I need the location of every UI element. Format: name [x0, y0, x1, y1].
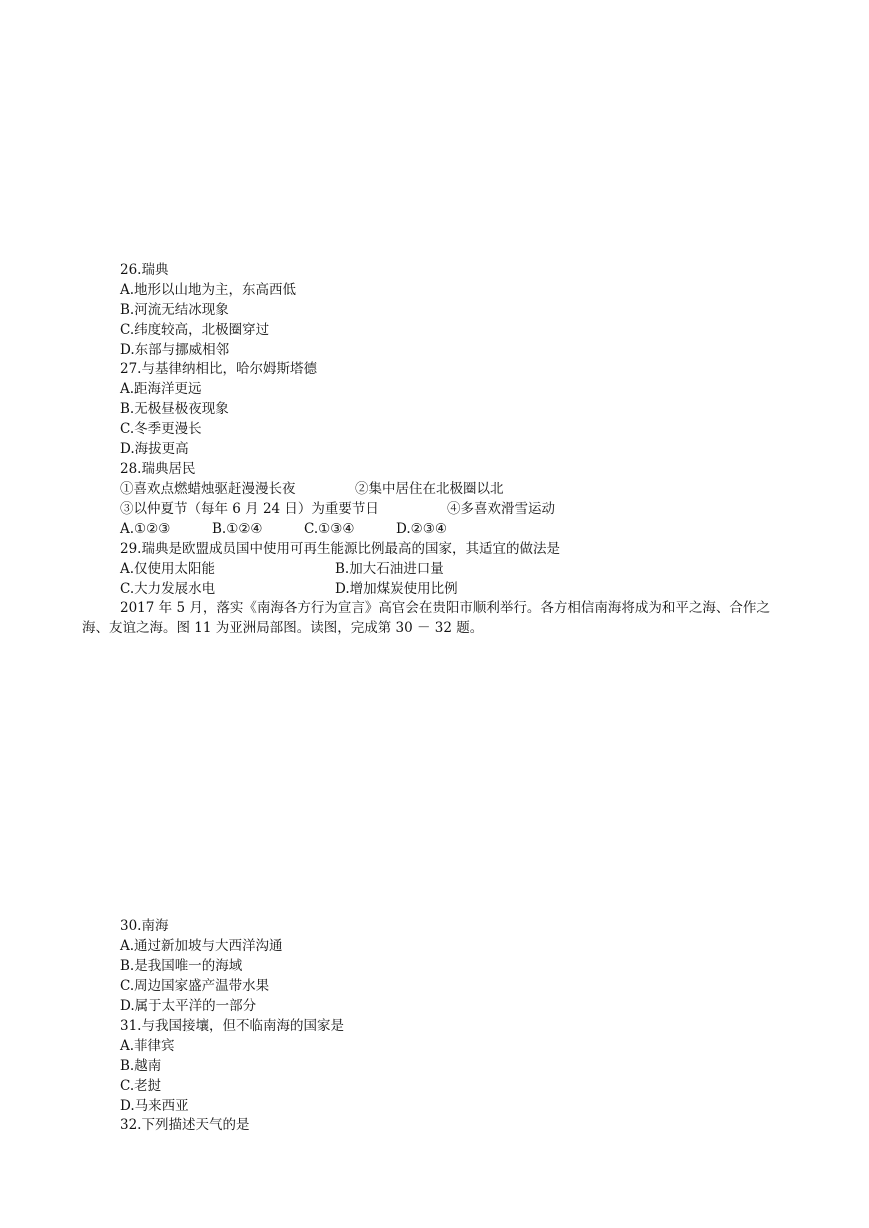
q30-option-b: B.是我国唯一的海域 — [120, 958, 243, 974]
q26-option-b: B.河流无结冰现象 — [120, 302, 229, 318]
q29-option-c: C.大力发展水电 — [120, 581, 216, 597]
q28-stem: 28.瑞典居民 — [120, 461, 196, 477]
passage-text: 2017 年 5 月，落实《南海各方行为宣言》高官会在贵阳市顺利举行。各方相信南海将成为和平之海、合作之海、友谊之海。图 11 为亚洲局部图。读图，完成第 30 － 32 题。 — [82, 600, 770, 636]
q27-option-a: A.距海洋更远 — [120, 381, 202, 397]
q30-option-a: A.通过新加坡与大西洋沟通 — [120, 938, 283, 954]
q31-option-a: A.菲律宾 — [120, 1038, 175, 1054]
q31-option-b: B.越南 — [120, 1058, 162, 1074]
q30-option-c: C.周边国家盛产温带水果 — [120, 978, 270, 994]
q28-item-1: ①喜欢点燃蜡烛驱赶漫漫长夜 — [120, 481, 296, 497]
q28-option-c: C.①③④ — [304, 521, 355, 537]
q28-option-a: A.①②③ — [120, 521, 171, 537]
q26-stem: 26.瑞典 — [120, 262, 169, 278]
q26-option-d: D.东部与挪威相邻 — [120, 342, 230, 358]
q27-stem: 27.与基律纳相比，哈尔姆斯塔德 — [120, 361, 317, 377]
q29-option-b: B.加大石油进口量 — [335, 561, 444, 577]
q28-option-d: D.②③④ — [396, 521, 447, 537]
q30-stem: 30.南海 — [120, 918, 169, 934]
q31-option-c: C.老挝 — [120, 1078, 162, 1094]
q29-option-a: A.仅使用太阳能 — [120, 561, 216, 577]
q31-stem: 31.与我国接壤，但不临南海的国家是 — [120, 1018, 344, 1034]
q29-option-d: D.增加煤炭使用比例 — [335, 581, 458, 597]
q29-stem: 29.瑞典是欧盟成员国中使用可再生能源比例最高的国家，其适宜的做法是 — [120, 541, 560, 557]
q28-item-2: ②集中居住在北极圈以北 — [355, 481, 504, 497]
q28-item-4: ④多喜欢滑雪运动 — [447, 501, 555, 517]
q30-option-d: D.属于太平洋的一部分 — [120, 998, 257, 1014]
q27-option-d: D.海拔更高 — [120, 441, 189, 457]
q31-option-d: D.马来西亚 — [120, 1098, 189, 1114]
q27-option-b: B.无极昼极夜现象 — [120, 401, 229, 417]
q32-stem: 32.下列描述天气的是 — [120, 1117, 250, 1133]
q28-item-3: ③以仲夏节（每年 6 月 24 日）为重要节日 — [120, 501, 379, 517]
q27-option-c: C.冬季更漫长 — [120, 421, 202, 437]
q28-option-b: B.①②④ — [212, 521, 263, 537]
q26-option-a: A.地形以山地为主，东高西低 — [120, 282, 297, 298]
passage-paragraph — [82, 598, 782, 638]
q26-option-c: C.纬度较高，北极圈穿过 — [120, 322, 270, 338]
